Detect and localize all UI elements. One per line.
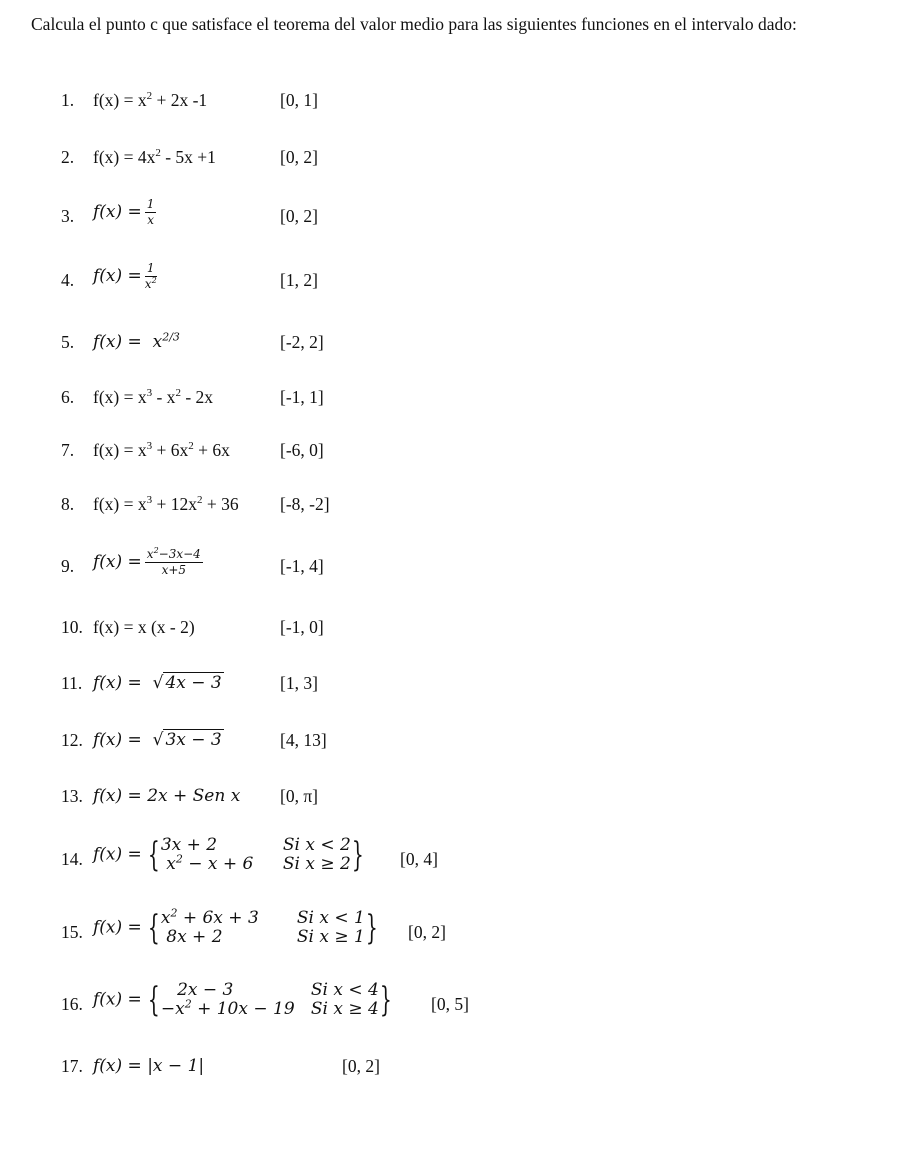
function-expression: $f(x) = x^2 + 2x$ -1 <box>93 90 208 110</box>
interval: [0, 5] <box>431 994 469 1014</box>
exercise-number: 10. <box>61 617 83 637</box>
exercise-8 <box>61 494 881 534</box>
function-expression: f(x) = { 3x + 2 Si x < 2 $x^2 - x + 6$ Si x ≥ 2 } <box>93 835 364 875</box>
exercise-number: 9. <box>61 556 75 576</box>
exercise-14 <box>61 834 881 874</box>
interval: [0, 2] <box>280 206 318 226</box>
exercise-16 <box>61 979 881 1019</box>
interval: [-1, 0] <box>280 617 324 637</box>
interval: [-1, 4] <box>280 556 324 576</box>
instruction-text: Calcula el punto c que satisface el teorema del valor medio para las siguientes funciones en el intervalo dado: <box>31 14 797 34</box>
function-expression: f(x) = x (x - 2) <box>93 617 195 637</box>
interval: [-8, -2] <box>280 494 330 514</box>
function-expression: f(x) = { $x^2 + 6x + 3$ Si x < 1 8x + 2 Si x ≥ 1 } <box>93 906 378 948</box>
exercise-number: 17. <box>61 1056 83 1076</box>
function-expression: $f(x) = x^{2/3}$ <box>93 330 180 352</box>
exercise-number: 6. <box>61 387 75 407</box>
exercise-2 <box>61 147 881 187</box>
function-expression: f(x) = { 2x − 3 Si x < 4 $-x^2 + 10x - 19$ Si x ≥ 4 } <box>93 980 392 1020</box>
exercise-number: 3. <box>61 206 75 226</box>
function-expression: $f(x) = 4x^2 - 5x +1$ <box>93 147 216 167</box>
interval: [4, 13] <box>280 730 327 750</box>
exercise-number: 1. <box>61 90 75 110</box>
exercise-number: 16. <box>61 994 83 1014</box>
interval: [0, 2] <box>408 922 446 942</box>
function-expression: f(x) = 2x + Sen x <box>93 786 241 806</box>
function-expression: f(x) = |x − 1| <box>93 1056 205 1076</box>
function-expression: f(x) = $\frac{1}{x}$ <box>93 197 155 227</box>
exercise-5 <box>61 332 881 372</box>
exercise-12 <box>61 730 881 770</box>
exercise-6 <box>61 387 881 427</box>
exercise-number: 5. <box>61 332 75 352</box>
exercise-number: 13. <box>61 786 83 806</box>
exercise-11 <box>61 673 881 713</box>
interval: [0, π] <box>280 786 318 806</box>
function-expression: f(x) = $\frac{1}{x^2}$ <box>93 261 157 291</box>
exercise-17 <box>61 1056 881 1096</box>
interval: [0, 4] <box>400 849 438 869</box>
exercise-7 <box>61 440 881 480</box>
exercise-number: 2. <box>61 147 75 167</box>
exercise-number: 11. <box>61 673 83 693</box>
interval: [0, 1] <box>280 90 318 110</box>
interval: [-2, 2] <box>280 332 324 352</box>
exercise-number: 7. <box>61 440 75 460</box>
interval: [1, 2] <box>280 270 318 290</box>
function-expression: f(x) = $\frac{x^2-3x-4}{x+5}$ <box>93 546 201 577</box>
exercise-10 <box>61 617 881 657</box>
exercise-13 <box>61 786 881 826</box>
interval: [1, 3] <box>280 673 318 693</box>
exercise-1 <box>61 90 881 130</box>
interval: [0, 2] <box>342 1056 380 1076</box>
exercise-number: 8. <box>61 494 75 514</box>
function-expression: $f(x) = x^3 - x^2 - 2x$ <box>93 387 214 407</box>
exercise-4 <box>61 262 881 302</box>
function-expression: $f(x) = x^3 + 12x^2 + 36$ <box>93 494 239 514</box>
exercise-3 <box>61 198 881 238</box>
interval: [-6, 0] <box>280 440 324 460</box>
function-expression: f(x) = √ 3x − 3 <box>93 730 222 750</box>
exercise-15 <box>61 906 881 949</box>
exercise-number: 4. <box>61 270 75 290</box>
exercise-number: 15. <box>61 922 83 942</box>
interval: [0, 2] <box>280 147 318 167</box>
function-expression: $f(x) = x^3 + 6x^2 + 6x$ <box>93 440 230 460</box>
function-expression: f(x) = √ 4x − 3 <box>93 673 222 693</box>
exercise-number: 14. <box>61 849 83 869</box>
interval: [-1, 1] <box>280 387 324 407</box>
exercise-number: 12. <box>61 730 83 750</box>
exercise-9 <box>61 548 881 588</box>
